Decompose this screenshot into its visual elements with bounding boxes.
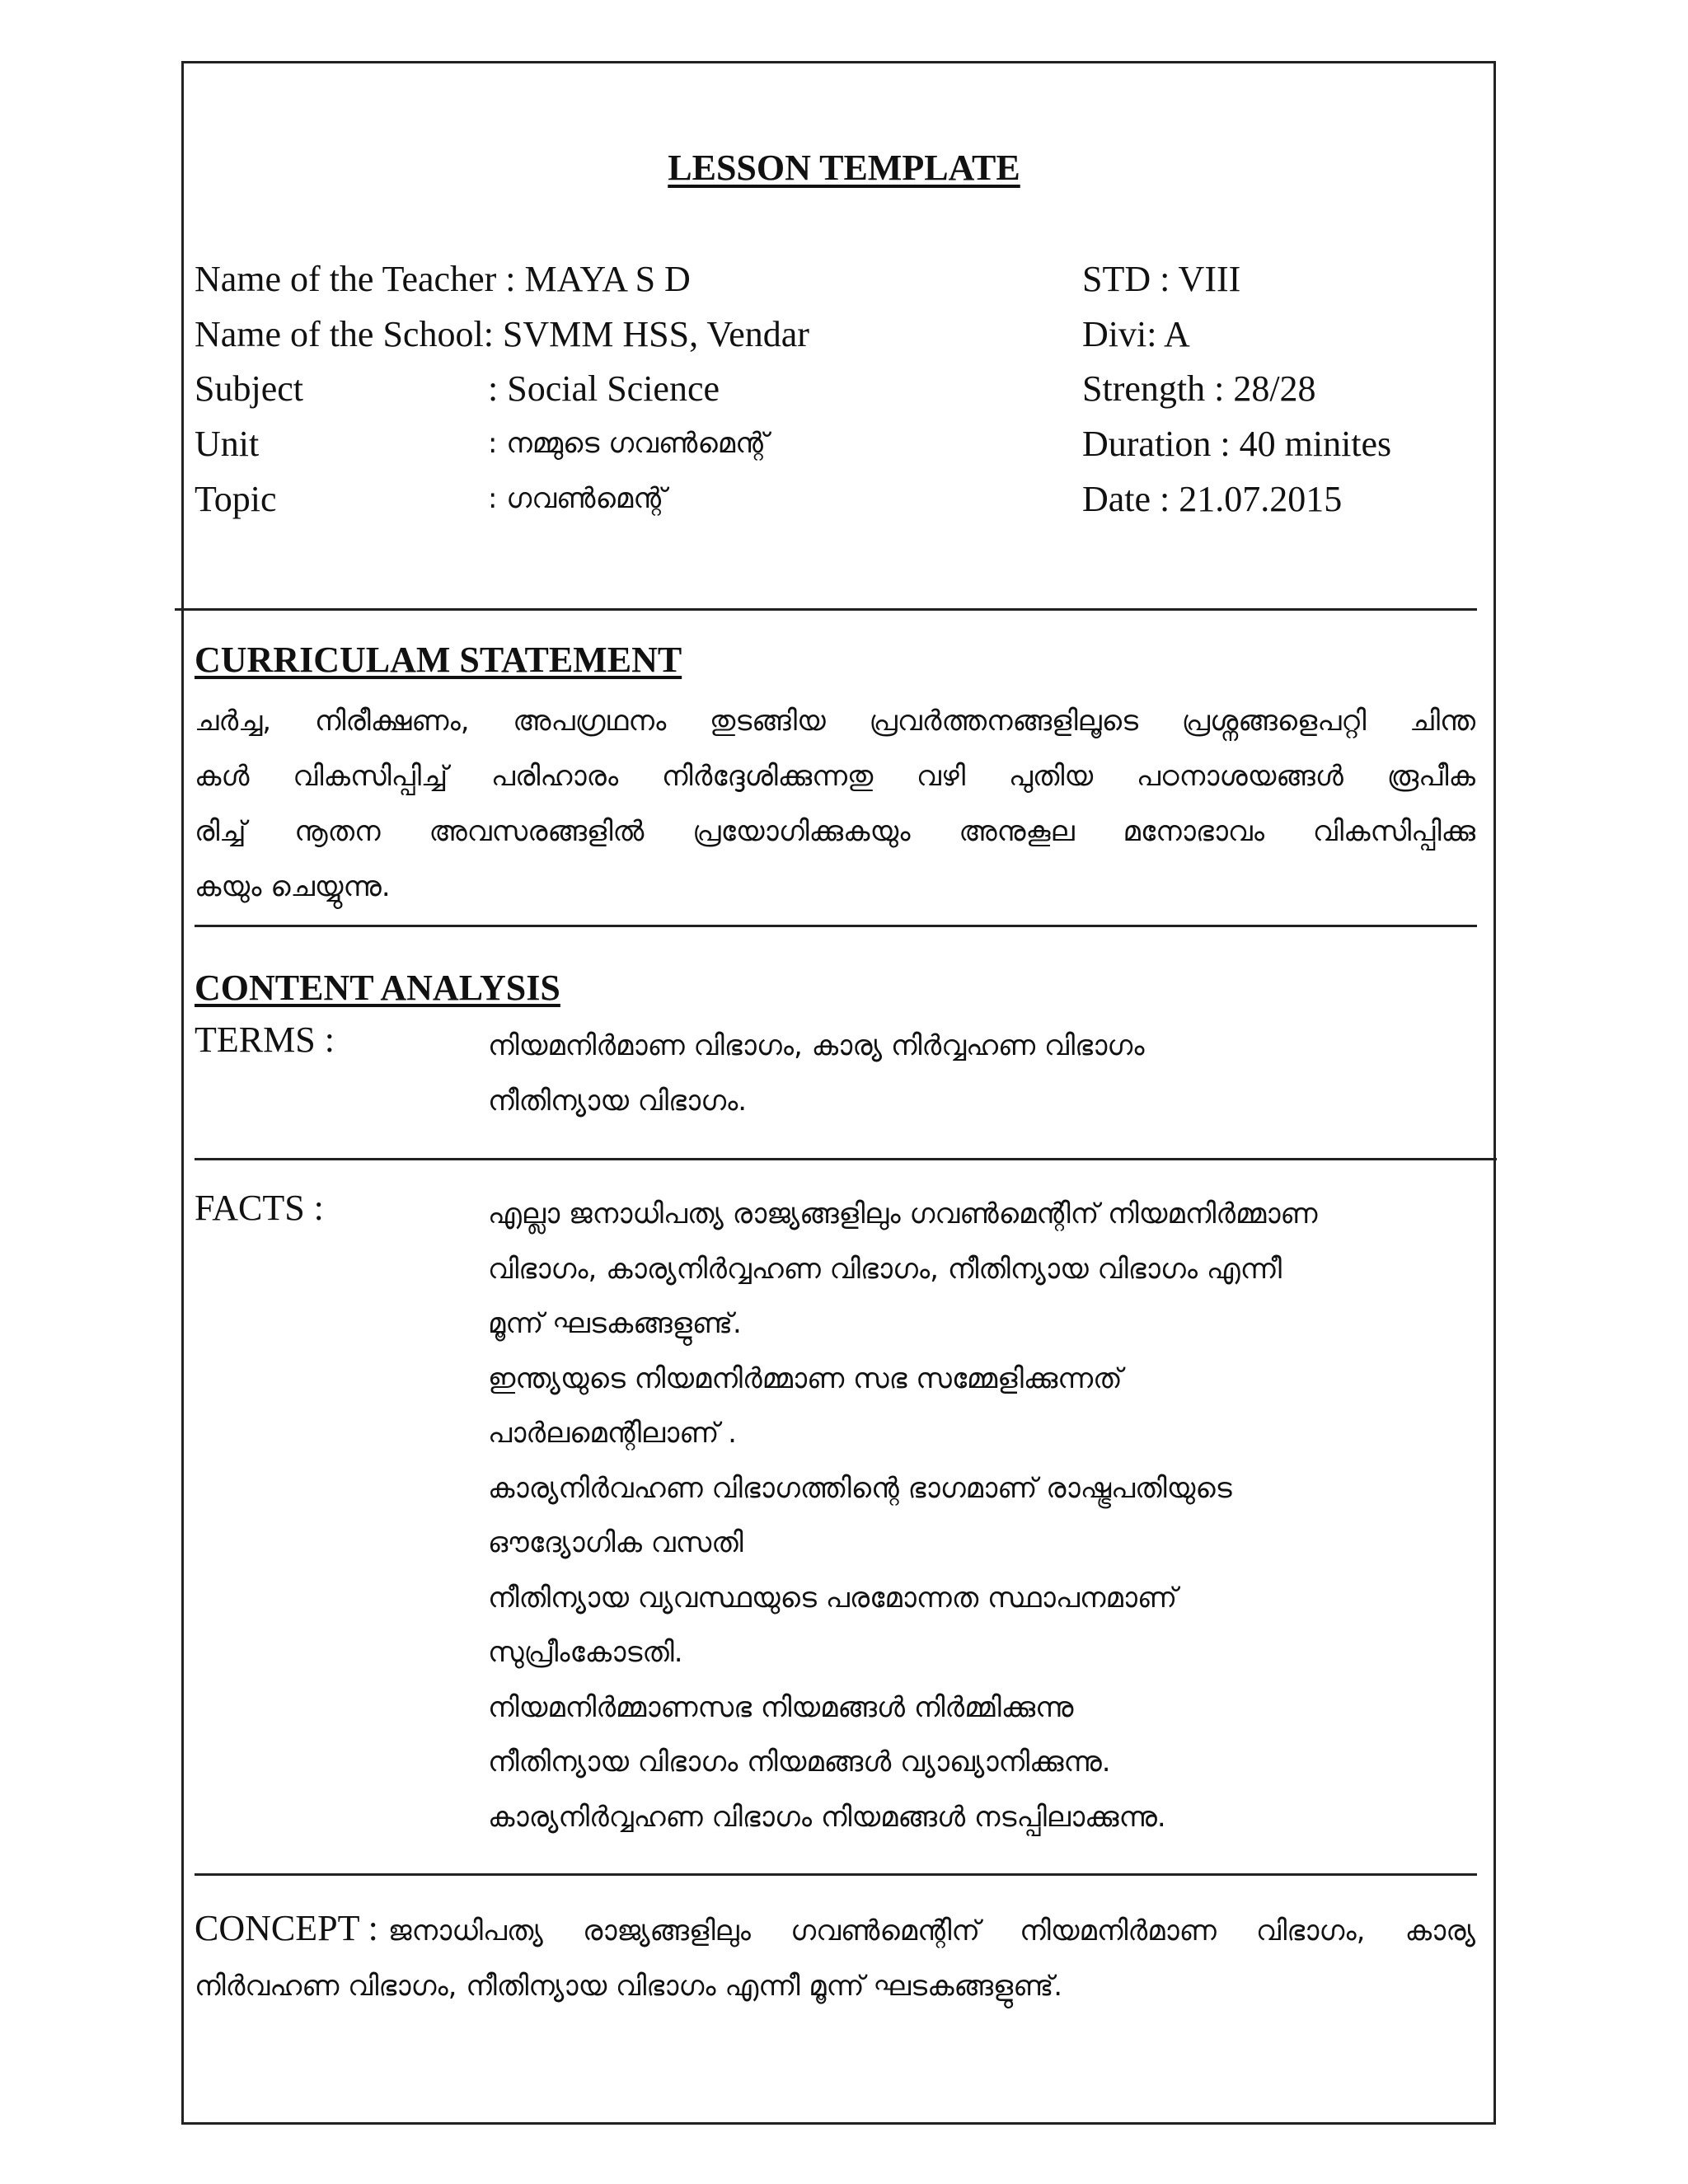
fact-line: ഇന്ത്യയുടെ നിയമനിർമ്മാണ സഭ സമ്മേളിക്കുന്നത് xyxy=(488,1362,1123,1395)
fact-line: സുപ്രീംകോടതി. xyxy=(488,1636,683,1669)
curriculam-line: കൾ വികസിപ്പിച്ച് പരിഹാരം നിർദ്ദേശിക്കുന്നതു വഴി പുതിയ പഠനാശയങ്ങൾ രൂപീക xyxy=(195,760,1475,793)
concept-line: നിർവഹണ വിഭാഗം, നീതിന്യായ വിഭാഗം എന്നീ മൂന്ന് ഘടകങ്ങളുണ്ട്. xyxy=(195,1970,1063,2003)
strength: Strength : 28/28 xyxy=(1082,368,1316,409)
fact-line: മൂന്ന് ഘടകങ്ങളുണ്ട്. xyxy=(488,1307,742,1340)
std: STD : VIII xyxy=(1082,259,1241,299)
fact-line: പാർലമെന്റിലാണ് . xyxy=(488,1417,737,1450)
curriculam-line: രിച്ച് നൂതന അവസരങ്ങളിൽ പ്രയോഗിക്കുകയും അനുകൂല മനോഭാവം വികസിപ്പിക്കു xyxy=(195,815,1475,848)
concept-label: CONCEPT : xyxy=(195,1908,378,1948)
curriculam-heading: CURRICULAM STATEMENT xyxy=(195,640,682,680)
divider xyxy=(195,925,1477,927)
divider xyxy=(175,608,1477,611)
division: Divi: A xyxy=(1082,314,1190,354)
fact-line: കാര്യനിർവഹണ വിഭാഗത്തിന്റെ ഭാഗമാണ് രാഷ്ട്രപതിയുടെ xyxy=(488,1472,1232,1505)
fact-line: കാര്യനിർവ്വഹണ വിഭാഗം നിയമങ്ങൾ നടപ്പിലാക്കുന്നു. xyxy=(488,1801,1166,1834)
school-name: Name of the School: SVMM HSS, Vendar xyxy=(195,314,809,354)
divider xyxy=(195,1158,1497,1160)
teacher-name: Name of the Teacher : MAYA S D xyxy=(195,259,691,299)
terms-line: നീതിന്യായ വിഭാഗം. xyxy=(488,1085,748,1118)
fact-line: നീതിന്യായ വിഭാഗം നിയമങ്ങൾ വ്യാഖ്യാനിക്കുന്നു. xyxy=(488,1746,1111,1779)
page-title: LESSON TEMPLATE xyxy=(668,148,1020,188)
curriculam-line: ചർച്ച, നിരീക്ഷണം, അപഗ്രഥനം തുടങ്ങിയ പ്രവർത്തനങ്ങളിലൂടെ പ്രശ്നങ്ങളെപറ്റി ചിന്ത xyxy=(195,705,1475,738)
concept-line: ജനാധിപത്യ രാജ്യങ്ങളിലും ഗവൺമെന്റിന് നിയമനിർമാണ വിഭാഗം, കാര്യ xyxy=(387,1915,1475,1947)
duration: Duration : 40 minites xyxy=(1082,424,1392,464)
concept-block xyxy=(195,1900,1475,2014)
fact-line: ഔദ്യോഗിക വസതി xyxy=(488,1526,743,1559)
curriculam-line: കയും ചെയ്യുന്നു. xyxy=(195,870,391,903)
subject-label: Subject xyxy=(195,368,303,409)
fact-line: നീതിന്യായ വ്യവസ്ഥയുടെ പരമോന്നത സ്ഥാപനമാണ് xyxy=(488,1582,1178,1615)
topic-label: Topic xyxy=(195,479,277,519)
unit-value: : നമ്മുടെ ഗവൺമെന്റ് xyxy=(488,427,769,460)
divider xyxy=(195,1873,1477,1876)
fact-line: എല്ലാ ജനാധിപത്യ രാജ്യങ്ങളിലും ഗവൺമെന്റിന് നിയമനിർമ്മാണ xyxy=(488,1197,1318,1230)
terms-line: നിയമനിർമാണ വിഭാഗം, കാര്യ നിർവ്വഹണ വിഭാഗം xyxy=(488,1029,1145,1062)
unit-label: Unit xyxy=(195,424,260,464)
curriculam-paragraph xyxy=(195,694,1475,915)
topic-value: : ഗവൺമെന്റ് xyxy=(488,482,667,515)
facts-label: FACTS : xyxy=(195,1188,324,1228)
terms-label: TERMS : xyxy=(195,1019,335,1060)
fact-line: വിഭാഗം, കാര്യനിർവ്വഹണ വിഭാഗം, നീതിന്യായ വിഭാഗം എന്നീ xyxy=(488,1253,1282,1286)
date: Date : 21.07.2015 xyxy=(1082,479,1343,519)
content-analysis-heading: CONTENT ANALYSIS xyxy=(195,968,560,1008)
subject-value: : Social Science xyxy=(488,368,720,409)
fact-line: നിയമനിർമ്മാണസഭ നിയമങ്ങൾ നിർമ്മിക്കുന്നു xyxy=(488,1691,1074,1724)
